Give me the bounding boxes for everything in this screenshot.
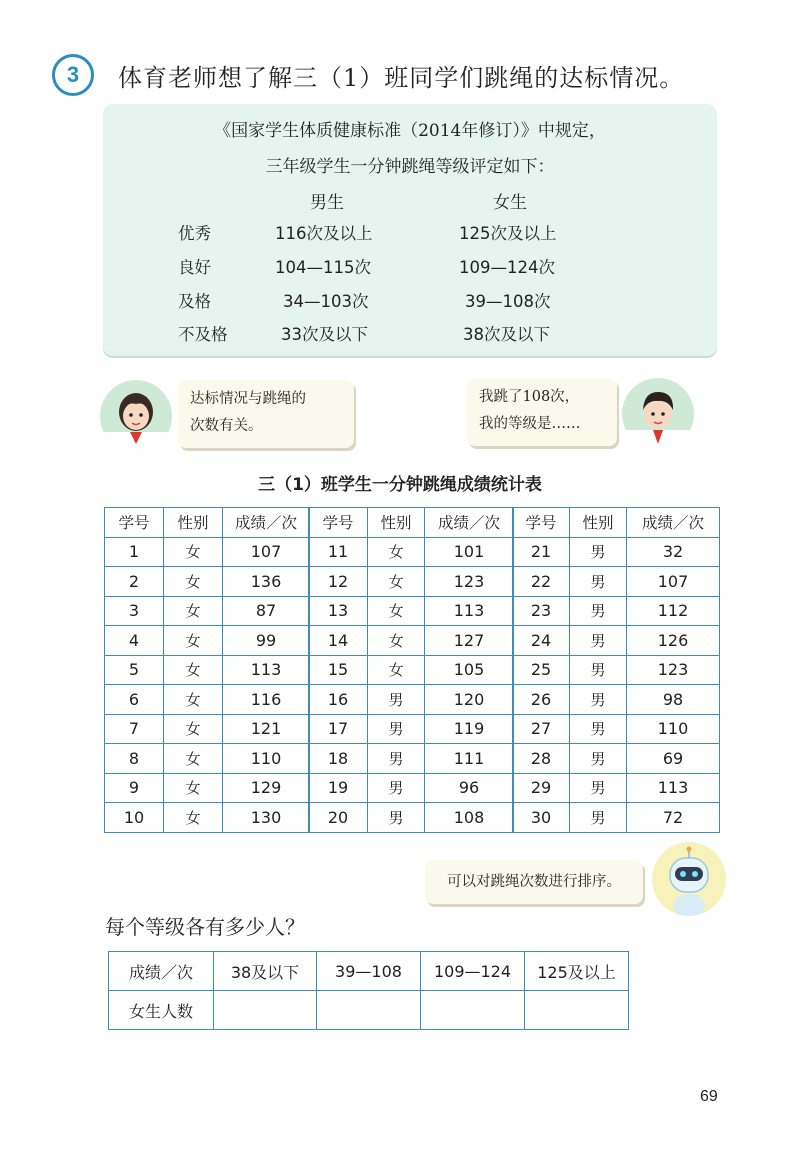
girl-speech-bubble — [178, 380, 354, 448]
gender-cell: 男 — [570, 773, 627, 803]
score-cell: 136 — [223, 567, 310, 597]
girls-count-label: 女生人数 — [109, 991, 214, 1030]
score-cell: 107 — [627, 567, 720, 597]
table-row — [105, 626, 310, 656]
grade-header-row — [109, 952, 629, 991]
girls-range: 39—108次 — [465, 292, 551, 311]
table-row — [105, 685, 310, 715]
score-table-group-3 — [512, 507, 720, 833]
gender-cell: 女 — [164, 773, 223, 803]
gender-cell: 女 — [368, 596, 425, 626]
standard-line-1: 《国家学生体质健康标准（2014年修订）》中规定， — [214, 121, 606, 141]
table-row — [105, 655, 310, 685]
grade-range-cell: 39—108 — [317, 952, 421, 991]
header-score: 成绩／次 — [627, 508, 720, 538]
table-row — [309, 537, 514, 567]
score-cell: 123 — [425, 567, 514, 597]
boys-column-header: 男生 — [310, 193, 344, 213]
gender-cell: 男 — [570, 596, 627, 626]
table-row — [513, 773, 720, 803]
header-gender: 性别 — [368, 508, 425, 538]
table-row — [309, 655, 514, 685]
header-score: 成绩／次 — [425, 508, 514, 538]
score-cell: 107 — [223, 537, 310, 567]
girls-column-header: 女生 — [493, 193, 527, 213]
gender-cell: 男 — [368, 773, 425, 803]
table-row — [309, 567, 514, 597]
table-row — [105, 744, 310, 774]
grade-header-label: 成绩／次 — [109, 952, 214, 991]
score-cell: 112 — [627, 596, 720, 626]
grade-count-table — [108, 951, 629, 1030]
table-row — [513, 803, 720, 833]
boys-range: 33次及以下 — [281, 325, 368, 344]
girls-range: 125次及以上 — [459, 224, 557, 243]
gender-cell: 女 — [164, 803, 223, 833]
score-cell: 113 — [425, 596, 514, 626]
student-id-cell: 9 — [105, 773, 164, 803]
student-id-cell: 10 — [105, 803, 164, 833]
table-row — [105, 773, 310, 803]
robot-speech-text: 可以对跳绳次数进行排序。 — [447, 874, 621, 890]
gender-cell: 女 — [368, 537, 425, 567]
robot-avatar — [652, 842, 726, 916]
girls-range: 109—124次 — [459, 258, 555, 277]
student-id-cell: 22 — [513, 567, 570, 597]
score-cell: 105 — [425, 655, 514, 685]
standard-line-2: 三年级学生一分钟跳绳等级评定如下： — [265, 157, 555, 177]
gender-cell: 女 — [368, 626, 425, 656]
student-id-cell: 26 — [513, 685, 570, 715]
grade-range-cell: 109—124 — [421, 952, 525, 991]
score-cell: 123 — [627, 655, 720, 685]
gender-cell: 女 — [164, 626, 223, 656]
girl-speech-line-2: 次数有关。 — [190, 418, 263, 434]
boy-avatar — [622, 378, 694, 450]
student-id-cell: 17 — [309, 714, 368, 744]
header-student-id: 学号 — [513, 508, 570, 538]
page-number: 69 — [700, 1088, 718, 1105]
student-id-cell: 19 — [309, 773, 368, 803]
table-row — [513, 626, 720, 656]
gender-cell: 男 — [570, 655, 627, 685]
score-cell: 113 — [223, 655, 310, 685]
student-id-cell: 15 — [309, 655, 368, 685]
boy-figure-icon — [622, 378, 694, 450]
girls-count-row — [109, 991, 629, 1030]
gender-cell: 男 — [368, 803, 425, 833]
question-number-badge: 3 — [52, 54, 94, 96]
student-id-cell: 27 — [513, 714, 570, 744]
table-row — [513, 655, 720, 685]
score-cell: 98 — [627, 685, 720, 715]
gender-cell: 男 — [368, 714, 425, 744]
grade-label: 良好 — [178, 258, 211, 277]
student-id-cell: 18 — [309, 744, 368, 774]
gender-cell: 女 — [164, 537, 223, 567]
table-row — [309, 685, 514, 715]
header-gender: 性别 — [164, 508, 223, 538]
robot-speech-bubble — [425, 860, 643, 904]
score-cell: 127 — [425, 626, 514, 656]
grade-range-cell: 125及以上 — [525, 952, 629, 991]
student-id-cell: 8 — [105, 744, 164, 774]
score-table-group-2 — [308, 507, 514, 833]
gender-cell: 男 — [570, 567, 627, 597]
boy-speech-line-1: 我跳了108次， — [479, 389, 580, 405]
student-id-cell: 24 — [513, 626, 570, 656]
gender-cell: 女 — [164, 744, 223, 774]
table-row — [309, 744, 514, 774]
gender-cell: 男 — [570, 744, 627, 774]
table-row — [309, 803, 514, 833]
score-cell: 111 — [425, 744, 514, 774]
header-gender: 性别 — [570, 508, 627, 538]
boys-range: 104—115次 — [275, 258, 371, 277]
gender-cell: 女 — [164, 685, 223, 715]
table-row — [105, 803, 310, 833]
score-cell: 121 — [223, 714, 310, 744]
student-id-cell: 4 — [105, 626, 164, 656]
question-2-text: 每个等级各有多少人？ — [105, 915, 305, 939]
table-row — [309, 714, 514, 744]
score-cell: 69 — [627, 744, 720, 774]
score-cell: 113 — [627, 773, 720, 803]
header-score: 成绩／次 — [223, 508, 310, 538]
gender-cell: 女 — [164, 714, 223, 744]
student-id-cell: 1 — [105, 537, 164, 567]
header-student-id: 学号 — [105, 508, 164, 538]
score-cell: 96 — [425, 773, 514, 803]
student-id-cell: 25 — [513, 655, 570, 685]
gender-cell: 女 — [164, 567, 223, 597]
grade-range-cell: 38及以下 — [214, 952, 317, 991]
student-id-cell: 30 — [513, 803, 570, 833]
student-id-cell: 29 — [513, 773, 570, 803]
table-row — [513, 744, 720, 774]
table-header-row — [309, 508, 514, 538]
header-student-id: 学号 — [309, 508, 368, 538]
student-id-cell: 7 — [105, 714, 164, 744]
table-row — [105, 537, 310, 567]
table-row — [309, 626, 514, 656]
boys-range: 34—103次 — [283, 292, 369, 311]
table-row — [513, 714, 720, 744]
table-row — [309, 773, 514, 803]
student-id-cell: 28 — [513, 744, 570, 774]
girl-speech-line-1: 达标情况与跳绳的 — [190, 391, 306, 407]
girls-count-answer-cell[interactable] — [525, 991, 629, 1030]
gender-cell: 男 — [570, 714, 627, 744]
table-row — [513, 537, 720, 567]
grade-label: 及格 — [178, 292, 211, 311]
student-id-cell: 12 — [309, 567, 368, 597]
boys-range: 116次及以上 — [275, 224, 373, 243]
table-header-row — [105, 508, 310, 538]
girls-range: 38次及以下 — [463, 325, 550, 344]
student-id-cell: 13 — [309, 596, 368, 626]
student-id-cell: 3 — [105, 596, 164, 626]
gender-cell: 男 — [570, 685, 627, 715]
grade-label: 优秀 — [178, 224, 211, 243]
gender-cell: 女 — [164, 655, 223, 685]
score-cell: 110 — [627, 714, 720, 744]
table-row — [309, 596, 514, 626]
score-table-title: 三（1）班学生一分钟跳绳成绩统计表 — [258, 475, 542, 495]
table-row — [105, 596, 310, 626]
student-id-cell: 5 — [105, 655, 164, 685]
boy-speech-bubble — [467, 378, 617, 446]
score-cell: 110 — [223, 744, 310, 774]
score-cell: 101 — [425, 537, 514, 567]
boy-speech-line-2: 我的等级是…… — [479, 416, 581, 432]
table-header-row — [513, 508, 720, 538]
student-id-cell: 16 — [309, 685, 368, 715]
girls-count-answer-cell[interactable] — [214, 991, 317, 1030]
score-cell: 120 — [425, 685, 514, 715]
gender-cell: 女 — [368, 655, 425, 685]
score-cell: 108 — [425, 803, 514, 833]
gender-cell: 男 — [368, 685, 425, 715]
student-id-cell: 2 — [105, 567, 164, 597]
score-cell: 129 — [223, 773, 310, 803]
gender-cell: 男 — [368, 744, 425, 774]
table-row — [513, 685, 720, 715]
robot-icon — [652, 842, 726, 916]
gender-cell: 女 — [164, 596, 223, 626]
score-cell: 87 — [223, 596, 310, 626]
gender-cell: 男 — [570, 537, 627, 567]
grade-label: 不及格 — [178, 325, 228, 344]
score-cell: 126 — [627, 626, 720, 656]
gender-cell: 男 — [570, 626, 627, 656]
table-row — [105, 567, 310, 597]
table-row — [105, 714, 310, 744]
student-id-cell: 23 — [513, 596, 570, 626]
score-cell: 116 — [223, 685, 310, 715]
student-id-cell: 11 — [309, 537, 368, 567]
girls-count-answer-cell[interactable] — [421, 991, 525, 1030]
score-cell: 130 — [223, 803, 310, 833]
score-cell: 72 — [627, 803, 720, 833]
gender-cell: 女 — [368, 567, 425, 597]
student-id-cell: 14 — [309, 626, 368, 656]
table-row — [513, 596, 720, 626]
score-cell: 119 — [425, 714, 514, 744]
girl-figure-icon — [100, 380, 172, 452]
girls-count-answer-cell[interactable] — [317, 991, 421, 1030]
girl-avatar — [100, 380, 172, 452]
question-text: 体育老师想了解三（1）班同学们跳绳的达标情况。 — [118, 64, 685, 92]
student-id-cell: 20 — [309, 803, 368, 833]
standard-box — [103, 104, 717, 356]
table-row — [513, 567, 720, 597]
student-id-cell: 21 — [513, 537, 570, 567]
score-cell: 99 — [223, 626, 310, 656]
gender-cell: 男 — [570, 803, 627, 833]
student-id-cell: 6 — [105, 685, 164, 715]
score-cell: 32 — [627, 537, 720, 567]
score-table-group-1 — [104, 507, 310, 833]
